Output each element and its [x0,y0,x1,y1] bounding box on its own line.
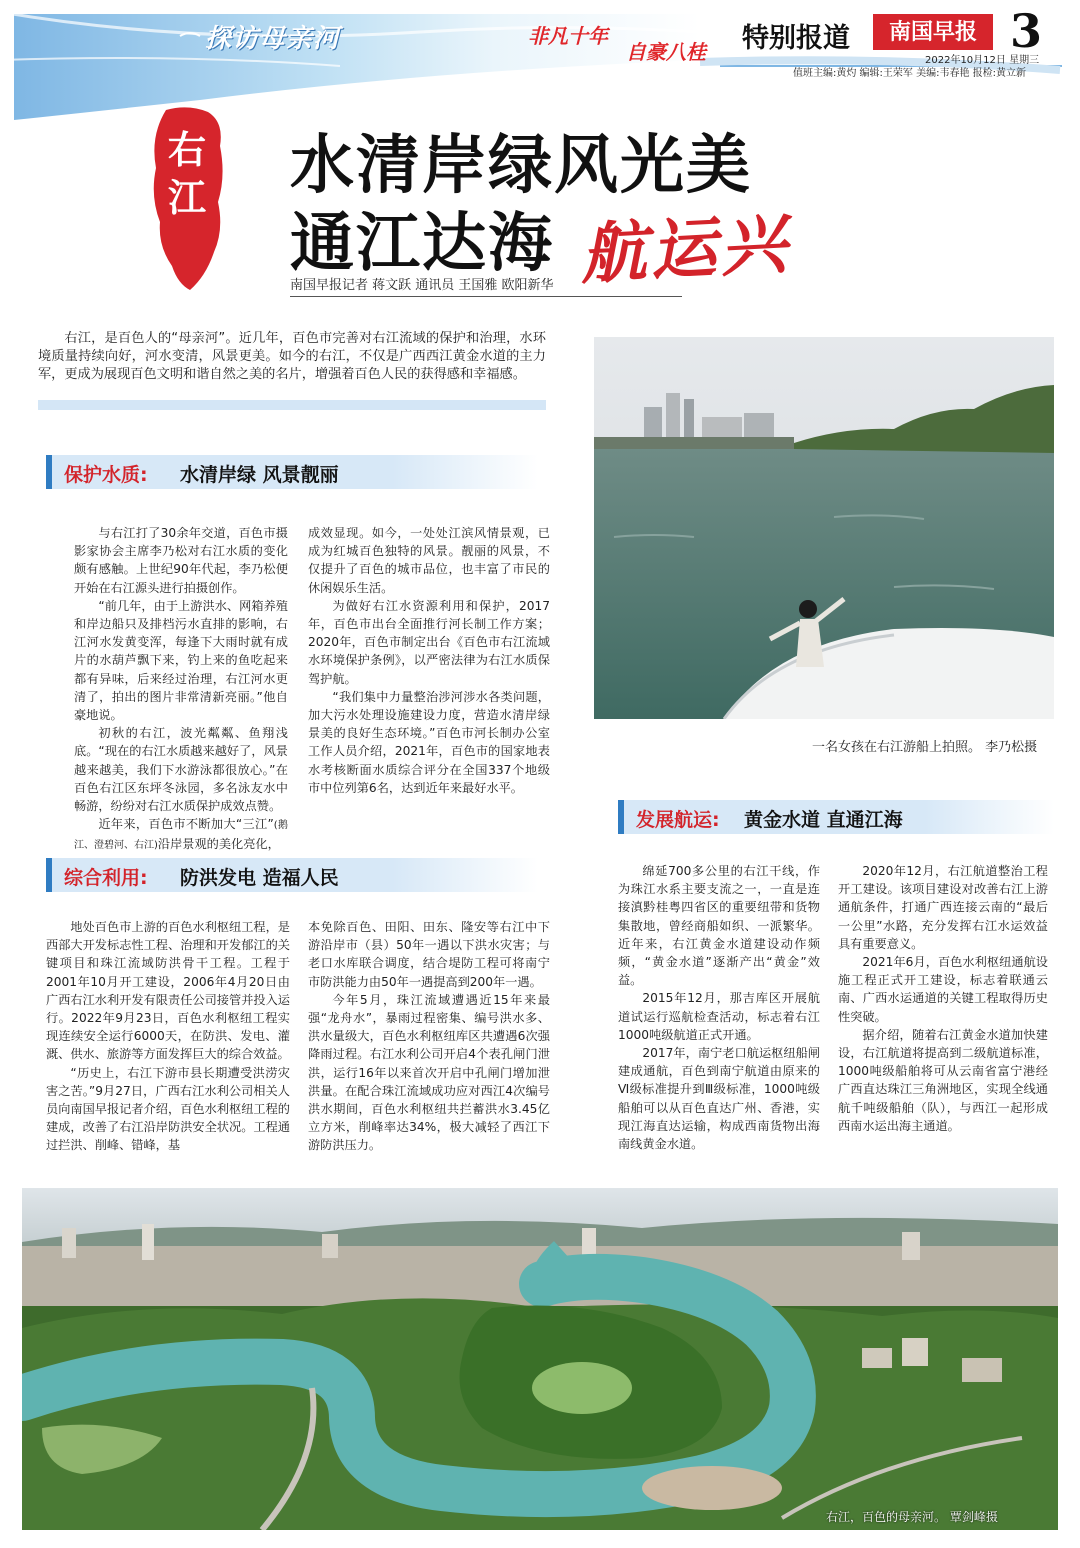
inline-note: (鹅江、澄碧河、右江) [74,820,288,852]
text-run: 沿岸景观的美化亮化， [157,837,280,852]
section-label: 保护水质: [64,464,148,486]
seal-text [148,126,226,222]
column-title: 探访母亲河 [205,24,341,54]
section-name: 特别报道 [742,23,850,54]
photo-illustration [594,337,1054,719]
protect-column-2 [308,524,550,797]
byline: 南国早报记者 蒋文跃 通讯员 王国雅 欧阳新华 [290,278,554,293]
issue-date: 2022年10月12日 星期三 [925,55,1040,66]
paragraph [74,815,288,855]
slogan-2: 自豪八桂 [626,40,706,64]
utilize-column-1 [46,918,290,1155]
section-subtitle: 水清岸绿 风景靓丽 [180,464,339,486]
paragraph: “前几年，由于上游洪水、网箱养殖和岸边船只及排档污水直排的影响，右江河水发黄变浑，每逢下大雨时就有成片的水葫芦飘下来，钓上来的鱼吃起来都有异味，后来经过治理，右江河水更清了，拍出的图片非常清新亮丽。”他自豪地说。 [74,598,288,723]
text-run: 近年来，百色市不断加大“三江” [98,817,274,832]
byline-divider [290,296,682,297]
newspaper-logo: 南国早报 [873,14,993,50]
photo-caption-bottom: 右江，百色的母亲河。 覃剑峰摄 [826,1510,998,1524]
photo-illustration [22,1188,1058,1530]
paragraph: 成效显现。如今，一处处江滨风情景观，已成为红城百色独特的风景。靓丽的风景，不仅提升了百色的城市品位，也丰富了市民的休闲娱乐生活。 [308,526,550,595]
section-header-utilize [46,858,538,892]
paragraph: 今年5月，珠江流域遭遇近15年来最强“龙舟水”，暴雨过程密集、编号洪水多、洪水量级大，百色水利枢纽库区共遭遇6次强降雨过程。右江水利公司开启4个表孔闸门泄洪，运行16年以来首次开启中孔闸门增加泄洪量。在配合珠江流域成功应对西江4次编号洪水期间，百色水利枢纽共拦蓄洪水3.45亿立方米，削峰率达34%，极大减轻了西江下游防洪压力。 [308,992,550,1153]
paragraph: 2015年12月，那吉库区开展航道试运行巡航检查活动，标志着右江1000吨级航道正式开通。 [618,991,820,1042]
seal-char-1: 右 [167,127,206,172]
shipping-column-1 [618,862,820,1153]
section-subtitle: 防洪发电 造福人民 [180,867,339,889]
paragraph: 与右江打了30余年交道，百色市摄影家协会主席李乃松对右江水质的变化颇有感触。上世纪90年代起，李乃松便开始在右江源头进行拍摄创作。 [74,526,288,595]
paragraph: 初秋的右江，波光粼粼、鱼翔浅底。“现在的右江水质越来越好了，风景越来越美，我们下水游泳都很放心。”在百色右江区东坪冬泳园，多名泳友水中畅游，纷纷对右江水质保护成效点赞。 [74,726,288,814]
paragraph: 绵延700多公里的右江干线，作为珠江水系主要支流之一，一直是连接滇黔桂粤四省区的重要纽带和货物集散地，曾经商船如织、一派繁华。近年来，右江黄金水道建设动作频频，“黄金水道”逐渐产出“黄金”效益。 [618,864,820,988]
utilize-column-2 [308,918,550,1155]
intro-paragraph: 右江，是百色人的“母亲河”。近几年，百色市完善对右江流域的保护和治理，水环境质量持续向好，河水变清，风景更美。如今的右江，不仅是广西西江黄金水道的主力军，更成为展现百色文明和谐自然之美的名片，增强着百色人民的获得感和幸福感。 [38,331,546,382]
section-label: 发展航运: [636,809,720,831]
paragraph: 2021年6月，百色水利枢纽通航设施工程正式开工建设，标志着联通云南、广西水运通道的关键工程取得历史性突破。 [838,955,1048,1024]
paragraph: 地处百色市上游的百色水利枢纽工程，是西部大开发标志性工程、治理和开发郁江的关键项目和珠江流域防洪骨干工程。工程于2001年10月开工建设，2006年4月20日由广西右江水利开发有限责任公司接管并投入运行。2022年9月23日，百色水利枢纽工程实现连续安全运行6000天，在防洪、发电、灌溉、供水、旅游等方面发挥巨大的综合效益。 [46,920,290,1062]
photo-aerial-river [22,1188,1058,1530]
section-subtitle: 黄金水道 直通江海 [744,809,903,831]
paragraph: 据介绍，随着右江黄金水道加快建设，右江航道将提高到二级航道标准，1000吨级船舶将可从云南省富宁港经广西直达珠江三角洲地区，实现全线通航千吨级船舶（队），与西江一起形成西南水运出海主通道。 [838,1027,1048,1133]
headline-line-2: 通江达海 [290,206,554,281]
paragraph: “历史上，右江下游市县长期遭受洪涝灾害之苦。”9月27日，广西右江水利公司相关人员向南国早报记者介绍，百色水利枢纽工程的建成，改善了右江沿岸防洪安全状况。工程通过拦洪、削峰、错峰，基 [46,1065,290,1153]
paragraph: 2017年，南宁老口航运枢纽船闸建成通航，百色到南宁航道由原来的Ⅵ级标准提升到Ⅲ级标准，1000吨级船舶可以从百色直达广州、香港，实现江海直达运输，构成西南货物出海南线黄金水道。 [618,1046,820,1152]
headline-red-calligraphy: 航运兴 [578,204,793,294]
photo-caption-top: 一名女孩在右江游船上拍照。 李乃松摄 [812,740,1038,755]
shipping-column-2 [838,862,1048,1135]
paragraph: 为做好右江水资源利用和保护，2017年，百色市出台全面推行河长制工作方案；2020年，百色市制定出台《百色市右江流域水环境保护条例》，以严密法律为右江水质保驾护航。 [308,598,550,686]
photo-girl-on-boat [594,337,1054,719]
section-label: 综合利用: [64,867,148,889]
headline-line-1: 水清岸绿风光美 [290,128,752,203]
section-header-protect [46,455,538,489]
intro-divider-bar [38,400,546,410]
section-header-shipping [618,800,1054,834]
seal-char-2: 江 [167,175,206,220]
slogan-1: 非凡十年 [528,24,608,48]
page-number: 3 [1010,4,1043,58]
paragraph: 本免除百色、田阳、田东、隆安等右江中下游沿岸市（县）50年一遇以下洪水灾害；与老口水库联合调度，结合堤防工程可将南宁市防洪能力由50年一遇提高到200年一遇。 [308,920,550,989]
paragraph: “我们集中力量整治涉河涉水各类问题，加大污水处理设施建设力度，营造水清岸绿景美的良好生态环境。”百色市河长制办公室工作人员介绍，2021年，百色市的国家地表水考核断面水质综合评分在全国337个地级市中位列第6名，达到近年来最好水平。 [308,689,550,795]
protect-column-1 [74,524,288,856]
masthead [0,0,1080,120]
paragraph: 2020年12月，右江航道整治工程开工建设。该项目建设对改善右江上游通航条件，打通广西连接云南的“最后一公里”水路，充分发挥右江水运效益具有重要意义。 [838,864,1048,951]
staff-credits: 值班主编:黄灼 编辑:王荣军 美编:韦春艳 报检:黄立新 [793,68,1027,79]
